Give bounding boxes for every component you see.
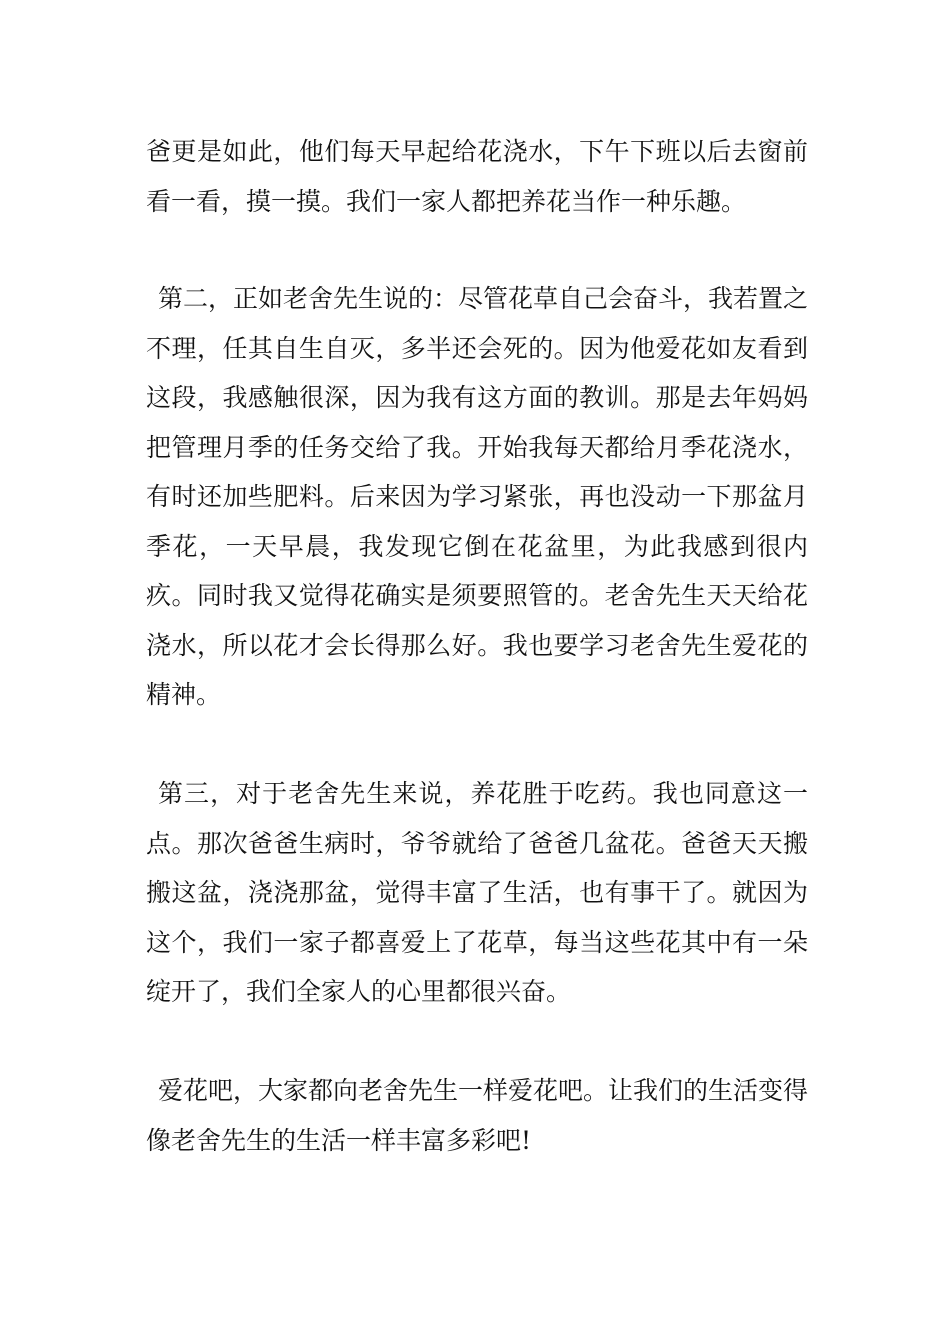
paragraph-continuation: 爸更是如此，他们每天早起给花浇水，下午下班以后去窗前看一看，摸一摸。我们一家人都把养花当作一种乐趣。 xyxy=(146,137,808,216)
paragraph-third-point: 第三，对于老舍先生来说，养花胜于吃药。我也同意这一点。那次爸爸生病时，爷爷就给了爸爸几盆花。爸爸天天搬搬这盆，浇浇那盆，觉得丰富了生活，也有事干了。就因为这个，我们一家子都喜爱上了花草，每当这些花其中有一朵绽开了，我们全家人的心里都很兴奋。 xyxy=(146,779,808,1006)
paragraph-conclusion: 爱花吧，大家都向老舍先生一样爱花吧。让我们的生活变得像老舍先生的生活一样丰富多彩吧! xyxy=(146,1076,809,1155)
paragraph-second-point: 第二，正如老舍先生说的：尽管花草自己会奋斗，我若置之不理，任其自生自灭，多半还会死的。因为他爱花如友看到这段，我感触很深，因为我有这方面的教训。那是去年妈妈把管理月季的任务交给了我。开始我每天都给月季花浇水，有时还加些肥料。后来因为学习紧张，再也没动一下那盆月季花，一天早晨，我发现它倒在花盆里，为此我感到很内疚。同时我又觉得花确实是须要照管的。老舍先生天天给花浇水，所以花才会长得那么好。我也要学习老舍先生爱花的精神。 xyxy=(146,284,809,709)
